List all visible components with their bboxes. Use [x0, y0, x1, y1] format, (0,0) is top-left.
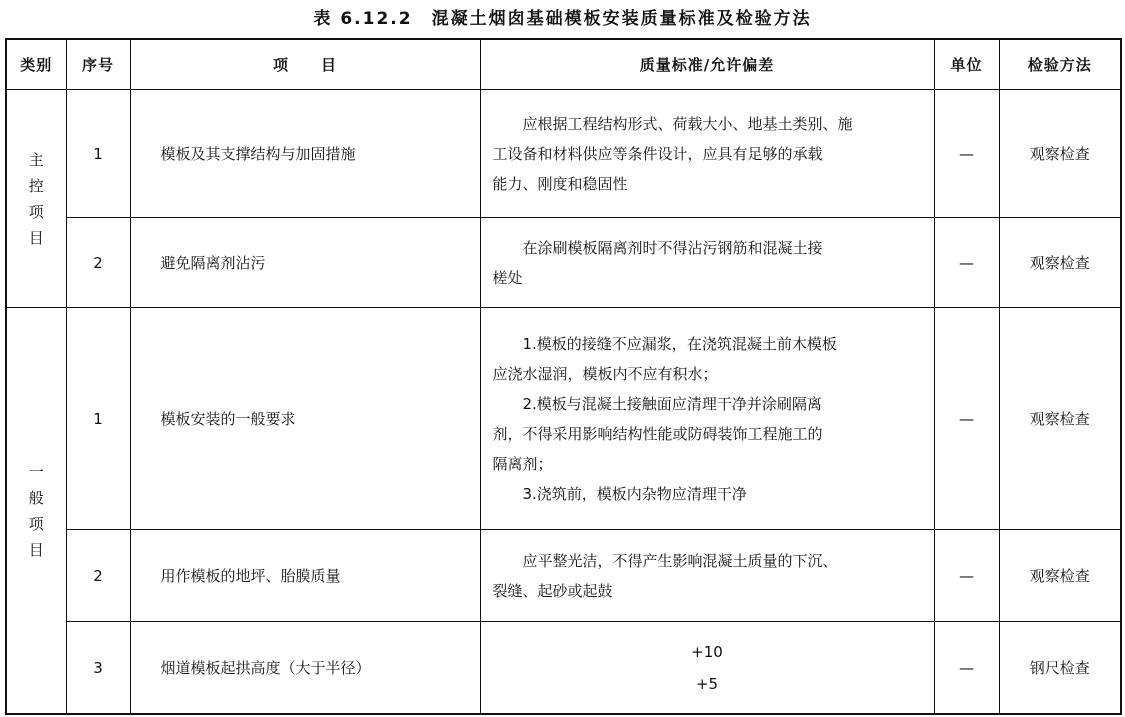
header-unit: 单位: [934, 39, 999, 90]
standard-line: 1.模板的接缝不应漏浆，在浇筑混凝土前木模板: [522, 334, 837, 353]
row-no: 2: [66, 530, 130, 622]
category-main-control: [6, 90, 66, 308]
row-item: 模板安装的一般要求: [130, 308, 480, 530]
row-method: 观察检查: [999, 530, 1121, 622]
row-item: 烟道模板起拱高度（大于半径）: [130, 622, 480, 714]
category-char: 一: [28, 462, 44, 481]
table-title: 表 6.12.2 混凝土烟囱基础模板安装质量标准及检验方法: [313, 9, 812, 29]
table-row: [6, 218, 1121, 308]
row-unit: —: [934, 622, 999, 714]
category-char: 目: [28, 228, 44, 247]
row-method: 钢尺检查: [999, 622, 1121, 714]
row-method: 观察检查: [999, 218, 1121, 308]
category-char: 项: [28, 202, 44, 221]
standard-line: 工设备和材料供应等条件设计，应具有足够的承载: [492, 144, 823, 163]
standard-line: 能力、刚度和稳固性: [492, 174, 628, 193]
standard-line: 裂缝、起砂或起鼓: [492, 581, 613, 600]
header-method: 检验方法: [999, 39, 1121, 90]
header-row: [6, 39, 1121, 90]
header-no: 序号: [66, 39, 130, 90]
header-standard: 质量标准/允许偏差: [480, 39, 934, 90]
tolerance-value: +10: [691, 642, 723, 661]
table-row: [6, 530, 1121, 622]
table-row: [6, 622, 1121, 714]
row-unit: —: [934, 530, 999, 622]
header-item: 项 目: [130, 39, 480, 90]
row-item: 避免隔离剂沾污: [130, 218, 480, 308]
row-no: 2: [66, 218, 130, 308]
standard-line: 应浇水湿润，模板内不应有积水；: [492, 364, 718, 383]
table-row: [6, 90, 1121, 218]
category-char: 目: [28, 540, 44, 559]
row-unit: —: [934, 90, 999, 218]
standard-line: 2.模板与混凝土接触面应清理干净并涂刷隔离: [522, 394, 822, 413]
category-char: 控: [28, 176, 44, 195]
category-general: [6, 308, 66, 714]
category-char: 项: [28, 514, 44, 533]
standard-line: 3.浇筑前，模板内杂物应清理干净: [522, 484, 747, 503]
row-unit: —: [934, 218, 999, 308]
table-row: [6, 308, 1121, 530]
standard-line: 应根据工程结构形式、荷载大小、地基土类别、施: [522, 114, 853, 133]
row-item: 用作模板的地坪、胎膜质量: [130, 530, 480, 622]
row-standard: [480, 530, 934, 622]
row-standard: [480, 90, 934, 218]
row-no: 1: [66, 90, 130, 218]
standard-line: 剂，不得采用影响结构性能或防碍装饰工程施工的: [492, 424, 823, 443]
row-item: 模板及其支撑结构与加固措施: [130, 90, 480, 218]
standard-line: 槎处: [492, 268, 523, 287]
standard-line: 隔离剂；: [492, 454, 553, 473]
row-no: 3: [66, 622, 130, 714]
row-method: 观察检查: [999, 308, 1121, 530]
tolerance-value: +5: [695, 674, 719, 693]
row-method: 观察检查: [999, 90, 1121, 218]
row-no: 1: [66, 308, 130, 530]
standard-line: 在涂刷模板隔离剂时不得沾污钢筋和混凝土接: [522, 238, 823, 257]
category-char: 般: [28, 488, 44, 507]
quality-standard-table: [5, 38, 1122, 715]
header-category: 类别: [6, 39, 66, 90]
category-char: 主: [28, 150, 44, 169]
row-standard: [480, 308, 934, 530]
standard-line: 应平整光洁，不得产生影响混凝土质量的下沉、: [522, 551, 838, 570]
row-unit: —: [934, 308, 999, 530]
row-standard: [480, 218, 934, 308]
row-standard: [480, 622, 934, 714]
